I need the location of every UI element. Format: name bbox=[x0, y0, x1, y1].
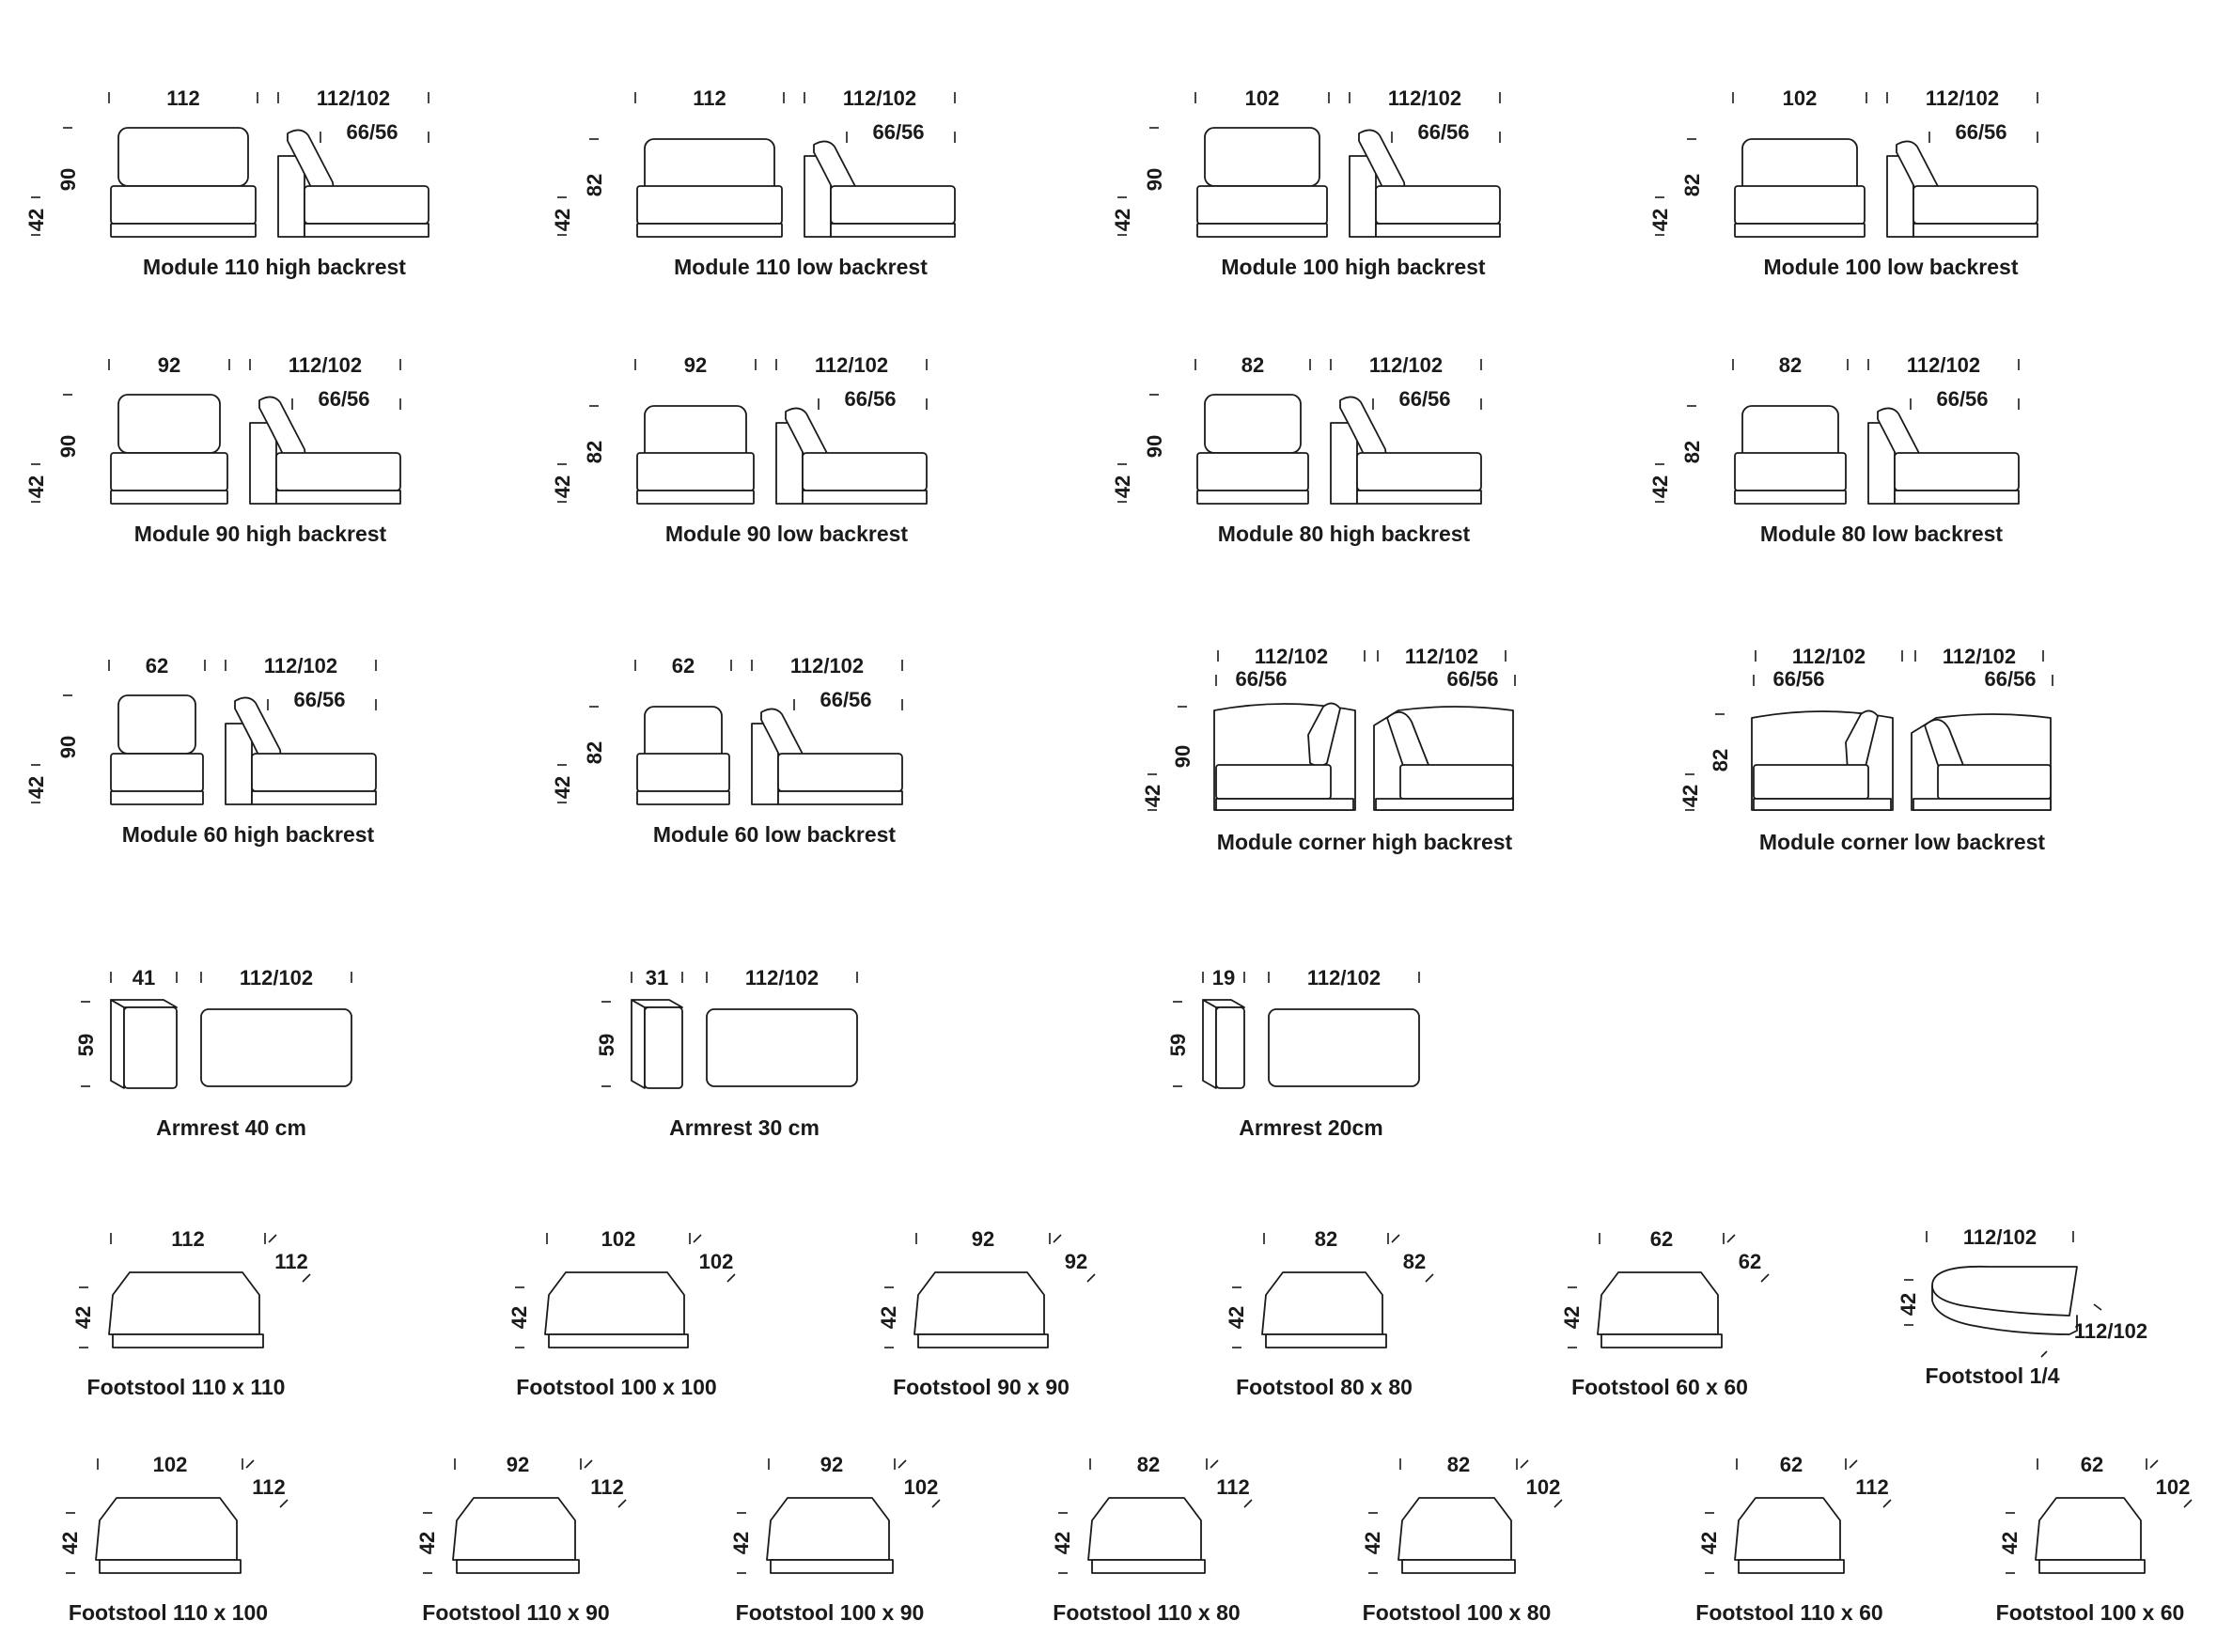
front-width-dim: 102 bbox=[1244, 86, 1280, 110]
footstool-base bbox=[100, 1560, 241, 1573]
back-frame bbox=[278, 156, 304, 237]
seat-depth-dim: 66/56 bbox=[1955, 120, 2007, 144]
footstool-depth-dim: 102 bbox=[1525, 1475, 1561, 1499]
footstool-top bbox=[109, 1272, 259, 1334]
footstool-label: Footstool 1/4 bbox=[1925, 1364, 2060, 1388]
front-width-dim: 92 bbox=[683, 353, 708, 377]
side-seat bbox=[304, 186, 429, 224]
footstool-base bbox=[1092, 1560, 1205, 1573]
side-seat bbox=[831, 186, 955, 224]
footstool-front-dim: 62 bbox=[1779, 1453, 1803, 1476]
footstool-depth-dim: 112 bbox=[1216, 1475, 1250, 1499]
height-dim: 90 bbox=[1171, 744, 1194, 769]
footstool-base bbox=[113, 1334, 263, 1348]
base bbox=[637, 224, 782, 237]
module-4 bbox=[24, 353, 400, 546]
seat-depth-dim: 66/56 bbox=[844, 387, 897, 411]
seat-cushion bbox=[1197, 453, 1308, 491]
footstool-height-dim: 42 bbox=[1697, 1531, 1721, 1555]
armrest-plan bbox=[707, 1009, 857, 1086]
module-6 bbox=[1111, 353, 1481, 546]
footstool-depth-dim: 112 bbox=[252, 1475, 286, 1499]
armrest-side bbox=[1203, 1000, 1216, 1088]
seat-height-dim: 42 bbox=[1111, 208, 1134, 232]
back-cushion bbox=[118, 395, 220, 453]
side-seat bbox=[1913, 186, 2037, 224]
armrest-label: Armrest 40 cm bbox=[156, 1115, 306, 1140]
base bbox=[111, 224, 256, 237]
armrest-top bbox=[111, 1000, 177, 1007]
footstool-front-dim: 62 bbox=[1649, 1227, 1674, 1251]
back-frame bbox=[1350, 156, 1376, 237]
footstool-front-dim: 82 bbox=[1446, 1453, 1471, 1476]
base bbox=[1197, 491, 1308, 504]
seat-cushion bbox=[637, 754, 729, 791]
footstool-depth-dim: 112/102 bbox=[2073, 1319, 2148, 1343]
footstool-front-dim: 62 bbox=[2080, 1453, 2104, 1476]
footstool-front-dim: 82 bbox=[1136, 1453, 1161, 1476]
corner-seat-dim-right: 66/56 bbox=[1984, 667, 2037, 691]
corner-left-base bbox=[1216, 799, 1353, 810]
armrest-width-dim: 19 bbox=[1211, 966, 1236, 990]
footstool-height-dim: 42 bbox=[58, 1531, 82, 1555]
module-2 bbox=[1111, 86, 1500, 279]
footstool-base bbox=[549, 1334, 688, 1348]
seat-height-dim: 42 bbox=[1648, 208, 1672, 232]
footstool-label: Footstool 80 x 80 bbox=[1236, 1375, 1413, 1399]
front-width-dim: 62 bbox=[671, 654, 695, 678]
footstool-base bbox=[918, 1334, 1048, 1348]
footstool-top bbox=[1598, 1272, 1718, 1334]
footstool-10 bbox=[1361, 1453, 1562, 1625]
armrest-front bbox=[645, 1007, 682, 1088]
footstool-base bbox=[2039, 1560, 2145, 1573]
corner-seat-dim: 66/56 bbox=[1235, 667, 1288, 691]
footstool-top bbox=[453, 1498, 575, 1560]
module-label: Module corner high backrest bbox=[1216, 830, 1513, 854]
footstool-height-dim: 42 bbox=[1051, 1531, 1074, 1555]
armrest-height-dim: 59 bbox=[1166, 1033, 1190, 1057]
front-width-dim: 102 bbox=[1782, 86, 1818, 110]
depth-dim: 112/102 bbox=[1925, 86, 2000, 110]
corner-front-dim: 112/102 bbox=[1254, 645, 1329, 668]
footstool-base bbox=[457, 1560, 579, 1573]
module-label: Module 100 high backrest bbox=[1221, 255, 1486, 279]
footstool-11 bbox=[1695, 1453, 1891, 1625]
footstool-front-dim: 102 bbox=[152, 1453, 188, 1476]
seat-depth-dim: 66/56 bbox=[346, 120, 398, 144]
height-dim: 82 bbox=[1680, 173, 1704, 197]
armrest-front bbox=[124, 1007, 177, 1088]
footstool-height-dim: 42 bbox=[415, 1531, 439, 1555]
footstool-front-dim: 92 bbox=[506, 1453, 530, 1476]
depth-dim: 112/102 bbox=[1368, 353, 1444, 377]
module-9 bbox=[551, 654, 902, 847]
seat-cushion bbox=[637, 186, 782, 224]
side-base bbox=[276, 491, 400, 504]
seat-height-dim: 42 bbox=[24, 208, 48, 232]
seat-height-dim: 42 bbox=[1648, 475, 1672, 499]
module-label: Module 60 high backrest bbox=[121, 822, 375, 847]
armrest-depth-dim: 112/102 bbox=[1306, 966, 1382, 990]
base bbox=[1735, 224, 1865, 237]
footstool-depth-dim: 102 bbox=[698, 1250, 734, 1273]
side-base bbox=[304, 224, 429, 237]
footstool-top bbox=[1088, 1498, 1201, 1560]
seat-depth-dim: 66/56 bbox=[820, 688, 872, 711]
footstool-front-dim: 112/102 bbox=[1962, 1225, 2037, 1249]
seat-height-dim: 42 bbox=[24, 475, 48, 499]
depth-dim: 112/102 bbox=[842, 86, 917, 110]
corner-left-seat bbox=[1216, 765, 1331, 799]
footstool-top bbox=[1262, 1272, 1382, 1334]
footstool-label: Footstool 110 x 90 bbox=[422, 1600, 610, 1625]
seat-cushion bbox=[111, 186, 256, 224]
footstool-label: Footstool 90 x 90 bbox=[893, 1375, 1069, 1399]
module-label: Module corner low backrest bbox=[1758, 830, 2046, 854]
side-seat bbox=[276, 453, 400, 491]
side-seat bbox=[803, 453, 927, 491]
footstool-1 bbox=[507, 1227, 735, 1399]
side-base bbox=[1895, 491, 2019, 504]
front-width-dim: 112 bbox=[693, 86, 726, 110]
front-width-dim: 62 bbox=[145, 654, 169, 678]
footstool-7 bbox=[415, 1453, 626, 1625]
seat-depth-dim: 66/56 bbox=[293, 688, 346, 711]
armrest-2 bbox=[1166, 966, 1419, 1140]
seat-depth-dim: 66/56 bbox=[1398, 387, 1451, 411]
footstool-label: Footstool 100 x 90 bbox=[735, 1600, 925, 1625]
armrest-side bbox=[632, 1000, 645, 1088]
module-label: Module 110 low backrest bbox=[674, 255, 928, 279]
footstool-height-dim: 42 bbox=[877, 1305, 900, 1330]
depth-dim: 112/102 bbox=[316, 86, 391, 110]
side-seat bbox=[1895, 453, 2019, 491]
footstool-top bbox=[2036, 1498, 2141, 1560]
armrest-label: Armrest 30 cm bbox=[669, 1115, 820, 1140]
height-dim: 90 bbox=[56, 434, 80, 459]
seat-cushion bbox=[111, 754, 203, 791]
front-width-dim: 82 bbox=[1241, 353, 1265, 377]
base bbox=[111, 491, 227, 504]
depth-dim: 112/102 bbox=[1387, 86, 1462, 110]
footstool-top bbox=[914, 1272, 1044, 1334]
footstool-label: Footstool 110 x 60 bbox=[1695, 1600, 1883, 1625]
footstool-front-dim: 92 bbox=[820, 1453, 844, 1476]
seat-cushion bbox=[1735, 186, 1865, 224]
footstool-height-dim: 42 bbox=[1998, 1531, 2022, 1555]
base bbox=[637, 791, 729, 804]
footstool-label: Footstool 60 x 60 bbox=[1571, 1375, 1748, 1399]
corner-depth-dim: 112/102 bbox=[1404, 645, 1479, 668]
armrest-depth-dim: 112/102 bbox=[744, 966, 820, 990]
footstool-4 bbox=[1560, 1227, 1769, 1399]
corner-seat-dim-right: 66/56 bbox=[1446, 667, 1499, 691]
base bbox=[111, 791, 203, 804]
armrest-plan bbox=[1269, 1009, 1419, 1086]
side-seat bbox=[778, 754, 902, 791]
footstool-height-dim: 42 bbox=[1361, 1531, 1384, 1555]
seat-height-dim: 42 bbox=[1141, 784, 1164, 808]
seat-depth-dim: 66/56 bbox=[1936, 387, 1989, 411]
footstool-height-dim: 42 bbox=[507, 1305, 531, 1330]
footstool-depth-dim: 102 bbox=[903, 1475, 939, 1499]
footstool-top bbox=[1398, 1498, 1511, 1560]
footstool-3 bbox=[1225, 1227, 1433, 1399]
module-label: Module 90 low backrest bbox=[664, 522, 909, 546]
armrest-label: Armrest 20cm bbox=[1239, 1115, 1383, 1140]
footstool-top bbox=[545, 1272, 684, 1334]
footstool-height-dim: 42 bbox=[1225, 1305, 1248, 1330]
module-label: Module 110 high backrest bbox=[143, 255, 406, 279]
side-seat bbox=[252, 754, 376, 791]
module-label: Module 80 high backrest bbox=[1217, 522, 1471, 546]
seat-depth-dim: 66/56 bbox=[872, 120, 925, 144]
footstool-depth-dim: 92 bbox=[1064, 1250, 1088, 1273]
module-label: Module 100 low backrest bbox=[1763, 255, 2019, 279]
armrest-front bbox=[1216, 1007, 1244, 1088]
footstool-label: Footstool 110 x 80 bbox=[1053, 1600, 1241, 1625]
corner-depth-dim: 112/102 bbox=[1942, 645, 2017, 668]
corner-right-base bbox=[1376, 799, 1513, 810]
base bbox=[1735, 491, 1846, 504]
footstool-height-dim: 42 bbox=[71, 1305, 95, 1330]
height-dim: 90 bbox=[1143, 167, 1166, 192]
footstool-12 bbox=[1996, 1453, 2192, 1625]
height-dim: 82 bbox=[1709, 748, 1732, 772]
armrest-depth-dim: 112/102 bbox=[239, 966, 314, 990]
footstool-height-dim: 42 bbox=[1897, 1292, 1920, 1317]
module-8 bbox=[24, 654, 376, 847]
height-dim: 82 bbox=[583, 740, 606, 765]
depth-dim: 112/102 bbox=[789, 654, 865, 678]
seat-height-dim: 42 bbox=[551, 775, 574, 800]
side-base bbox=[1357, 491, 1481, 504]
side-seat bbox=[1357, 453, 1481, 491]
module-label: Module 60 low backrest bbox=[652, 822, 897, 847]
seat-height-dim: 42 bbox=[1111, 475, 1134, 499]
footstool-base bbox=[1739, 1560, 1844, 1573]
footstool-front-dim: 112 bbox=[171, 1227, 205, 1251]
footstool-base bbox=[1266, 1334, 1386, 1348]
footstool-depth-dim: 62 bbox=[1738, 1250, 1762, 1273]
module-1 bbox=[551, 86, 955, 279]
seat-height-dim: 42 bbox=[1678, 784, 1702, 808]
base bbox=[637, 491, 754, 504]
side-base bbox=[831, 224, 955, 237]
seat-cushion bbox=[637, 453, 754, 491]
side-base bbox=[778, 791, 902, 804]
quarter-top bbox=[1932, 1267, 2077, 1316]
height-dim: 82 bbox=[583, 440, 606, 464]
footstool-0 bbox=[71, 1227, 310, 1399]
armrest-side bbox=[111, 1000, 124, 1088]
footstool-height-dim: 42 bbox=[1560, 1305, 1584, 1330]
back-cushion bbox=[1205, 128, 1319, 186]
height-dim: 82 bbox=[583, 173, 606, 197]
armrest-0 bbox=[74, 966, 351, 1140]
armrest-height-dim: 59 bbox=[74, 1033, 98, 1057]
footstool-depth-dim: 112 bbox=[274, 1250, 308, 1273]
footstool-depth-dim: 82 bbox=[1402, 1250, 1427, 1273]
footstool-front-dim: 102 bbox=[601, 1227, 636, 1251]
footstool-front-dim: 92 bbox=[971, 1227, 995, 1251]
base bbox=[1197, 224, 1327, 237]
back-cushion bbox=[118, 695, 195, 754]
module-label: Module 90 high backrest bbox=[133, 522, 387, 546]
armrest-width-dim: 41 bbox=[132, 966, 156, 990]
height-dim: 90 bbox=[56, 735, 80, 759]
height-dim: 90 bbox=[1143, 434, 1166, 459]
height-dim: 90 bbox=[56, 167, 80, 192]
footstool-depth-dim: 112 bbox=[590, 1475, 624, 1499]
height-dim: 82 bbox=[1680, 440, 1704, 464]
back-frame bbox=[226, 724, 252, 804]
footstool-label: Footstool 110 x 100 bbox=[68, 1600, 269, 1625]
side-base bbox=[1376, 224, 1500, 237]
armrest-width-dim: 31 bbox=[645, 966, 669, 990]
back-frame bbox=[250, 423, 276, 504]
corner-right-base bbox=[1913, 799, 2051, 810]
footstool-9 bbox=[1051, 1453, 1252, 1625]
depth-dim: 112/102 bbox=[263, 654, 338, 678]
corner-right-seat bbox=[1400, 765, 1513, 799]
module-10 bbox=[1141, 645, 1515, 854]
back-cushion bbox=[1205, 395, 1301, 453]
footstool-base bbox=[1402, 1560, 1515, 1573]
front-width-dim: 82 bbox=[1778, 353, 1803, 377]
armrest-plan bbox=[201, 1009, 351, 1086]
footstool-label: Footstool 100 x 60 bbox=[1995, 1600, 2185, 1625]
armrest-height-dim: 59 bbox=[595, 1033, 618, 1057]
seat-depth-dim: 66/56 bbox=[318, 387, 370, 411]
side-base bbox=[803, 491, 927, 504]
depth-dim: 112/102 bbox=[814, 353, 889, 377]
footstool-base bbox=[1601, 1334, 1722, 1348]
side-base bbox=[1913, 224, 2037, 237]
seat-depth-dim: 66/56 bbox=[1417, 120, 1470, 144]
depth-dim: 112/102 bbox=[288, 353, 363, 377]
footstool-depth-dim: 102 bbox=[2155, 1475, 2191, 1499]
back-cushion bbox=[118, 128, 248, 186]
corner-seat-dim: 66/56 bbox=[1772, 667, 1825, 691]
footstool-label: Footstool 110 x 110 bbox=[86, 1375, 286, 1399]
footstool-top bbox=[767, 1498, 889, 1560]
module-label: Module 80 low backrest bbox=[1759, 522, 2004, 546]
side-seat bbox=[1376, 186, 1500, 224]
module-5 bbox=[551, 353, 927, 546]
module-11 bbox=[1678, 645, 2053, 854]
footstool-label: Footstool 100 x 100 bbox=[516, 1375, 717, 1399]
seat-cushion bbox=[1197, 186, 1327, 224]
footstool-label: Footstool 100 x 80 bbox=[1362, 1600, 1552, 1625]
footstool-2 bbox=[877, 1227, 1095, 1399]
seat-height-dim: 42 bbox=[24, 775, 48, 800]
front-width-dim: 92 bbox=[157, 353, 181, 377]
footstool-base bbox=[771, 1560, 893, 1573]
seat-height-dim: 42 bbox=[551, 475, 574, 499]
footstool-front-dim: 82 bbox=[1314, 1227, 1338, 1251]
seat-height-dim: 42 bbox=[551, 208, 574, 232]
module-3 bbox=[1648, 86, 2037, 279]
footstool-top bbox=[96, 1498, 237, 1560]
module-7 bbox=[1648, 353, 2019, 546]
seat-cushion bbox=[1735, 453, 1846, 491]
back-frame bbox=[1331, 423, 1357, 504]
corner-left-base bbox=[1754, 799, 1891, 810]
footstool-8 bbox=[729, 1453, 940, 1625]
seat-cushion bbox=[111, 453, 227, 491]
footstool-6 bbox=[58, 1453, 288, 1625]
front-width-dim: 112 bbox=[166, 86, 200, 110]
corner-right-seat bbox=[1938, 765, 2051, 799]
corner-left-seat bbox=[1754, 765, 1868, 799]
armrest-1 bbox=[595, 966, 857, 1140]
side-base bbox=[252, 791, 376, 804]
corner-front-dim: 112/102 bbox=[1791, 645, 1866, 668]
footstool-depth-dim: 112 bbox=[1855, 1475, 1889, 1499]
depth-dim: 112/102 bbox=[1906, 353, 1981, 377]
footstool-top bbox=[1735, 1498, 1840, 1560]
module-0 bbox=[24, 86, 429, 279]
footstool-5 bbox=[1897, 1225, 2147, 1388]
footstool-height-dim: 42 bbox=[729, 1531, 753, 1555]
